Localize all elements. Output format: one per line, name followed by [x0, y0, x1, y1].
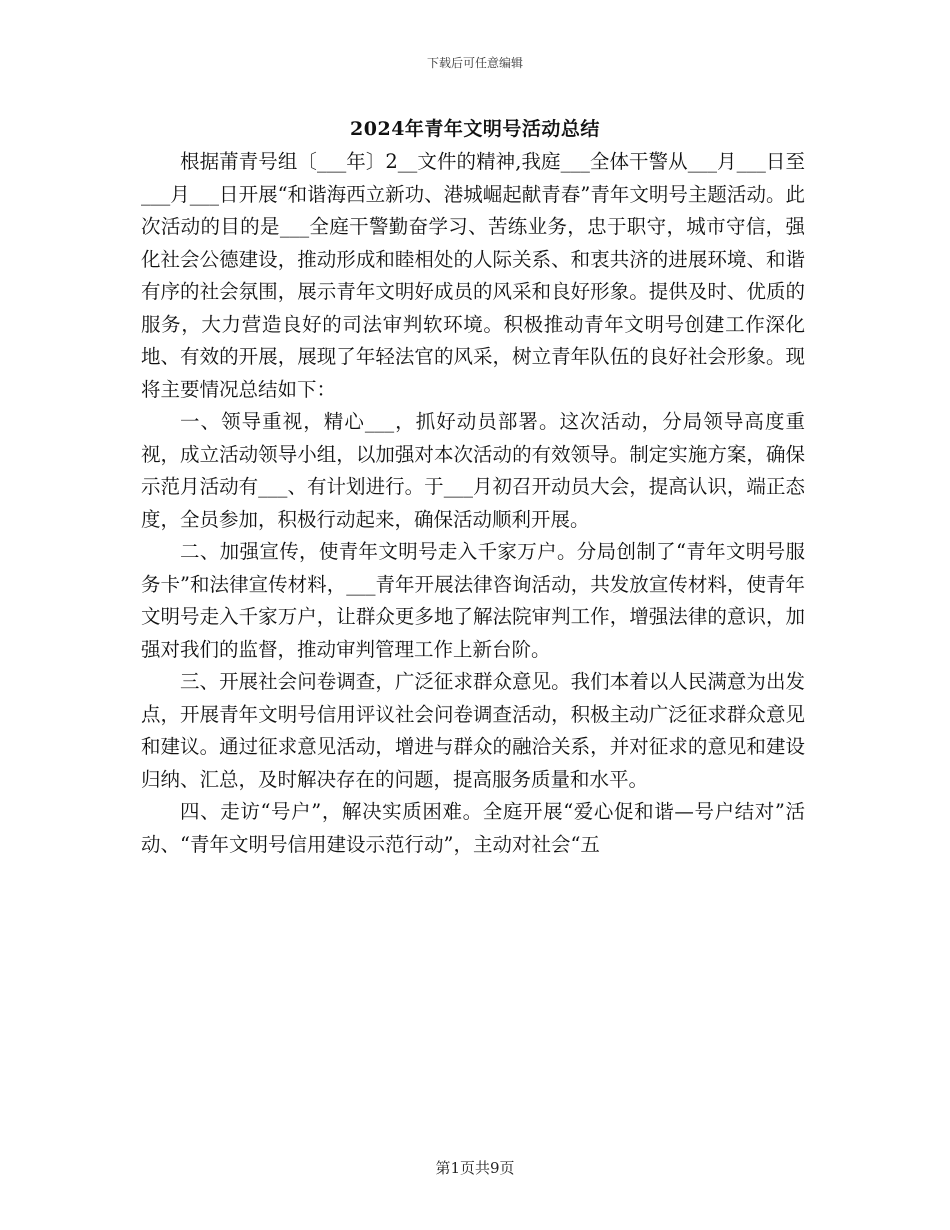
paragraph-intro: 根据莆青号组〔___年〕2__文件的精神,我庭___全体干警从___月___日至___月___日开展“和谐海西立新功、港城崛起献青春”青年文明号主题活动。此次活动的目的是___全庭干警勤奋学习、苦练业务，忠于职守，城市守信，强化社会公德建设，推动形成和睦相处的人际关系、和衷共济的进展环境、和谐有序的社会氛围，展示青年文明好成员的风采和良好形象。提供及时、优质的服务，大力营造良好的司法审判软环境。积极推动青年文明号创建工作深化地、有效的开展，展现了年轻法官的风采，树立青年队伍的良好社会形象。现将主要情况总结如下：: [141, 150, 805, 401]
page-number: 第1页共9页: [435, 1159, 515, 1177]
paragraph-section-4: 四、走访“号户”，解决实质困难。全庭开展“爱心促和谐—号户结对”活动、“青年文明号信用建设示范行动”，主动对社会“五: [141, 800, 805, 856]
document-title: 2024年青年文明号活动总结: [350, 118, 600, 140]
page-header-note: 下载后可任意编辑: [426, 56, 523, 70]
paragraph-section-2: 二、加强宣传，使青年文明号走入千家万户。分局创制了“青年文明号服务卡”和法律宣传材料，___青年开展法律咨询活动，共发放宣传材料，使青年文明号走入千家万户，让群众更多地了解法院审判工作，增强法律的意识，加强对我们的监督，推动审判管理工作上新台阶。: [141, 540, 805, 661]
document-body: [141, 146, 805, 861]
paragraph-section-3: 三、开展社会问卷调查，广泛征求群众意见。我们本着以人民满意为出发点，开展青年文明号信用评议社会问卷调查活动，积极主动广泛征求群众意见和建议。通过征求意见活动，增进与群众的融洽关系，并对征求的意见和建设归纳、汇总，及时解决存在的问题，提高服务质量和水平。: [141, 670, 805, 791]
paragraph-section-1: 一、领导重视，精心___，抓好动员部署。这次活动，分局领导高度重视，成立活动领导小组，以加强对本次活动的有效领导。制定实施方案，确保示范月活动有___、有计划进行。于___月初召开动员大会，提高认识，端正态度，全员参加，积极行动起来，确保活动顺利开展。: [141, 410, 805, 531]
